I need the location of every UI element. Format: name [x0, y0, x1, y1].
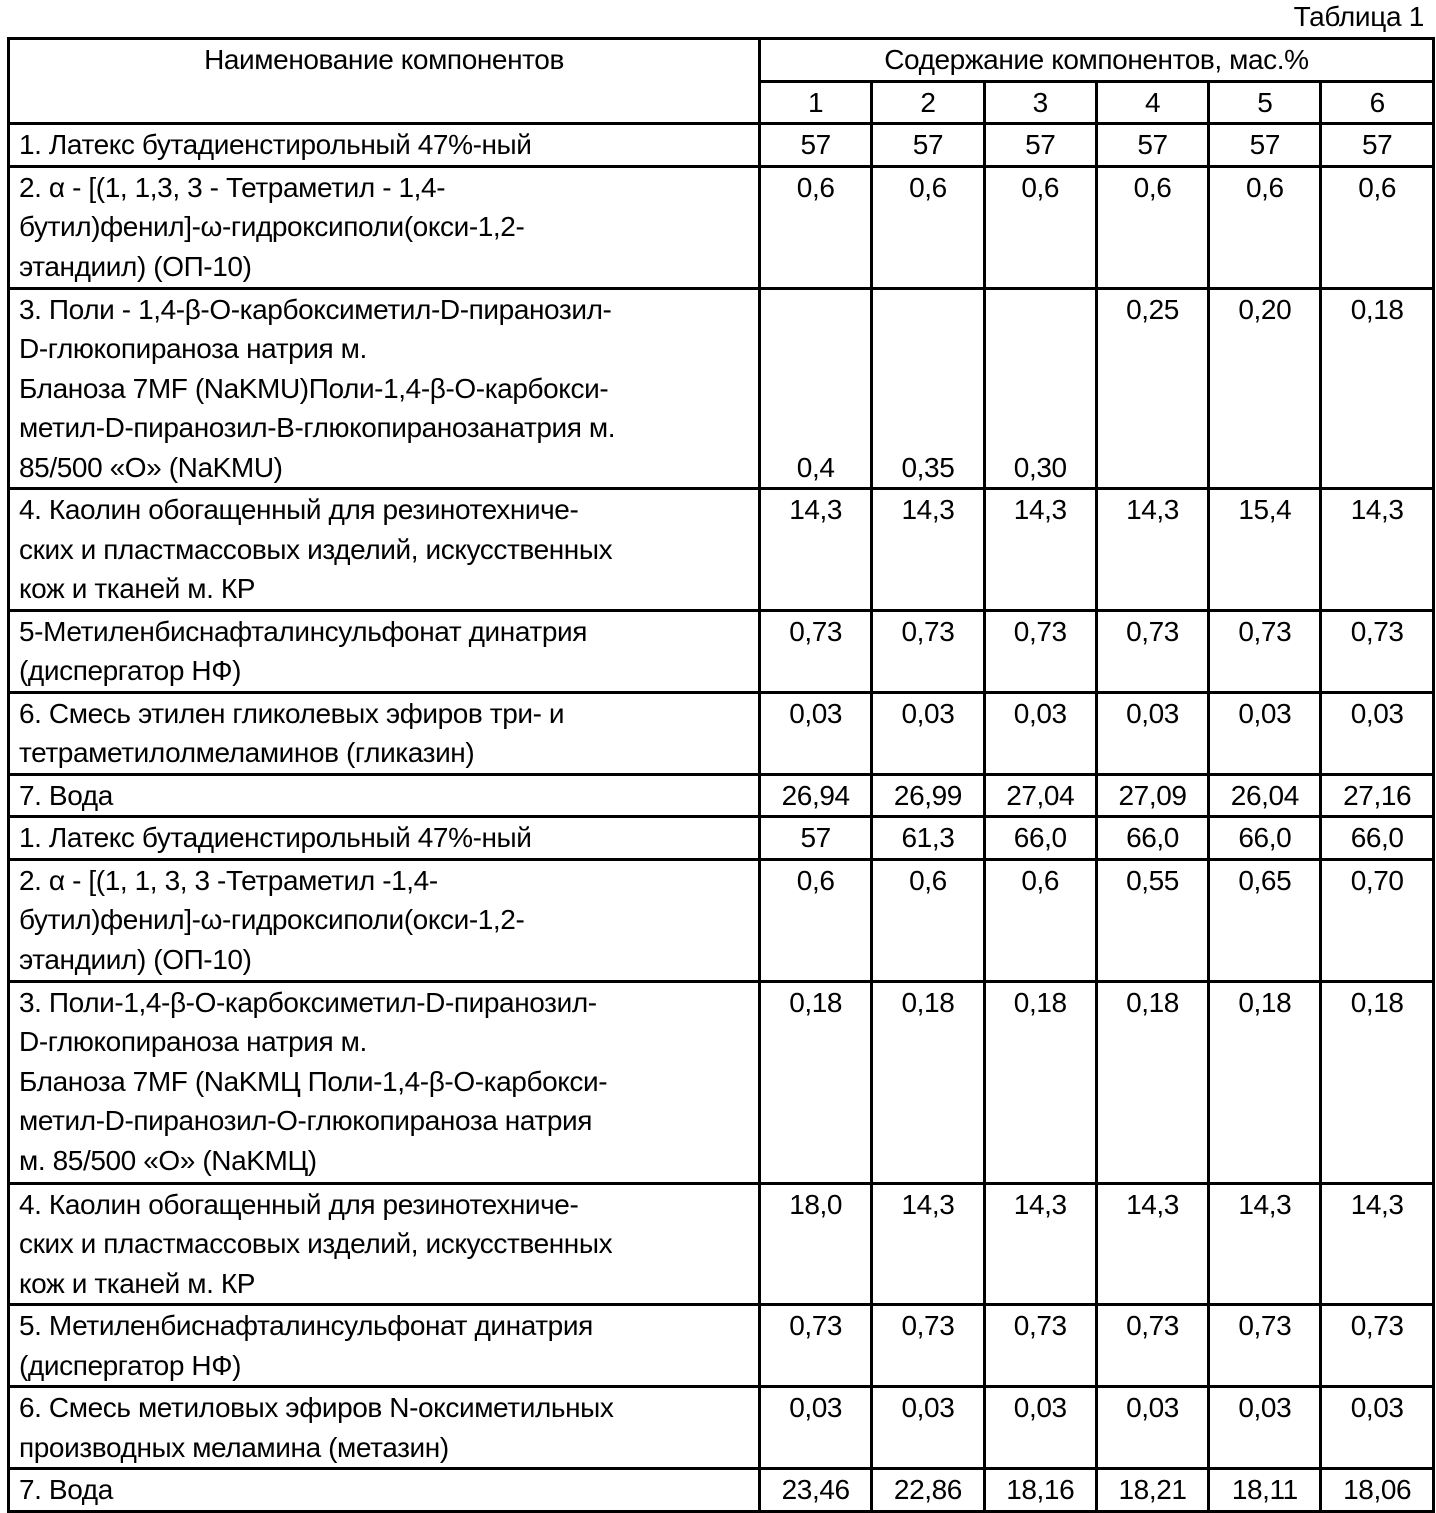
value-cell: 18,16: [984, 1469, 1096, 1512]
value-cell: 0,18: [760, 981, 872, 1183]
value-cell: 14,3: [984, 489, 1096, 611]
component-name-line: бутил)фенил]-ω-гидроксиполи(окси-1,2-: [19, 207, 758, 247]
value-cell: 14,3: [1321, 489, 1433, 611]
value-cell: 0,73: [1209, 610, 1321, 692]
header-column-number: 2: [872, 81, 984, 124]
value-cell: 0,6: [760, 166, 872, 288]
value-cell: 14,3: [984, 1183, 1096, 1305]
component-name-line: ских и пластмассовых изделий, искусственных: [19, 1224, 758, 1264]
value-cell: 66,0: [1321, 817, 1433, 860]
value-cell: 26,99: [872, 774, 984, 817]
table-row: [9, 124, 1434, 167]
component-name-line: Бланоза 7MF (NaKMЦ Поли-1,4-β-О-карбокси-: [19, 1062, 758, 1102]
value-cell: 0,73: [872, 610, 984, 692]
value-cell: 0,73: [760, 1305, 872, 1387]
component-name-line: 7. Вода: [19, 776, 758, 816]
value-cell: 0,03: [760, 1387, 872, 1469]
component-name-line: 6. Смесь этилен гликолевых эфиров три- и: [19, 694, 758, 734]
component-name-cell: [9, 774, 760, 817]
component-name-line: 5. Метиленбиснафталинсульфонат динатрия: [19, 1306, 758, 1346]
value-cell: 57: [760, 124, 872, 167]
component-name-line: м. 85/500 «О» (NaKMЦ): [19, 1141, 758, 1181]
value-cell: 0,25: [1096, 288, 1208, 489]
value-cell: 0,73: [1096, 610, 1208, 692]
value-cell: 0,73: [760, 610, 872, 692]
value-cell: 0,6: [984, 166, 1096, 288]
component-name-line: кож и тканей м. КР: [19, 1264, 758, 1304]
value-cell: 14,3: [760, 489, 872, 611]
value-cell: 0,03: [1209, 1387, 1321, 1469]
value-cell: 0,35: [872, 288, 984, 489]
value-cell: 0,73: [1096, 1305, 1208, 1387]
component-name-cell: [9, 692, 760, 774]
value-cell: 14,3: [1209, 1183, 1321, 1305]
table-row: [9, 1469, 1434, 1512]
table-row: [9, 610, 1434, 692]
value-cell: 0,70: [1321, 859, 1433, 981]
value-cell: 57: [984, 124, 1096, 167]
value-cell: 0,6: [1321, 166, 1433, 288]
value-cell: 0,03: [1321, 692, 1433, 774]
component-name-line: ских и пластмассовых изделий, искусственных: [19, 530, 758, 570]
component-name-cell: [9, 981, 760, 1183]
value-cell: 0,6: [984, 859, 1096, 981]
value-cell: 26,94: [760, 774, 872, 817]
value-cell: 0,6: [1209, 166, 1321, 288]
value-cell: 57: [760, 817, 872, 860]
value-cell: 0,03: [1209, 692, 1321, 774]
value-cell: 0,73: [984, 1305, 1096, 1387]
component-name-line: 3. Поли-1,4-β-О-карбоксиметил-D-пиранозил-: [19, 983, 758, 1023]
component-name-line: кож и тканей м. КР: [19, 569, 758, 609]
header-column-number: 3: [984, 81, 1096, 124]
value-cell: 57: [1321, 124, 1433, 167]
component-name-cell: [9, 610, 760, 692]
component-name-cell: [9, 124, 760, 167]
value-cell: 0,03: [872, 1387, 984, 1469]
component-name-cell: [9, 1305, 760, 1387]
value-cell: 18,0: [760, 1183, 872, 1305]
value-cell: 0,20: [1209, 288, 1321, 489]
value-cell: 0,6: [760, 859, 872, 981]
table-row: [9, 817, 1434, 860]
value-cell: 0,30: [984, 288, 1096, 489]
value-cell: 66,0: [1096, 817, 1208, 860]
table-row: [9, 288, 1434, 489]
component-name-line: D-глюкопираноза натрия м.: [19, 329, 758, 369]
value-cell: 23,46: [760, 1469, 872, 1512]
value-cell: 0,18: [1209, 981, 1321, 1183]
value-cell: 0,73: [1321, 1305, 1433, 1387]
value-cell: 57: [1096, 124, 1208, 167]
value-cell: 0,4: [760, 288, 872, 489]
component-name-line: 2. α - [(1, 1,3, 3 - Тетраметил - 1,4-: [19, 168, 758, 208]
component-name-line: (диспергатор НФ): [19, 1346, 758, 1386]
table-row: [9, 1305, 1434, 1387]
component-name-cell: [9, 166, 760, 288]
value-cell: 66,0: [1209, 817, 1321, 860]
component-name-cell: [9, 859, 760, 981]
value-cell: 0,65: [1209, 859, 1321, 981]
component-name-line: Бланоза 7MF (NaKMU)Поли-1,4-β-О-карбокси-: [19, 369, 758, 409]
value-cell: 27,09: [1096, 774, 1208, 817]
value-cell: 0,18: [872, 981, 984, 1183]
component-name-cell: [9, 1387, 760, 1469]
value-cell: 0,18: [1096, 981, 1208, 1183]
header-column-number: 4: [1096, 81, 1208, 124]
components-table: [7, 37, 1435, 1513]
value-cell: 57: [872, 124, 984, 167]
value-cell: 14,3: [1321, 1183, 1433, 1305]
value-cell: 0,18: [1321, 288, 1433, 489]
component-name-cell: [9, 1183, 760, 1305]
value-cell: 0,03: [1096, 1387, 1208, 1469]
component-name-line: 85/500 «О» (NaKMU): [19, 448, 758, 488]
component-name-line: 3. Поли - 1,4-β-О-карбоксиметил-D-пиранозил-: [19, 290, 758, 330]
component-name-line: (диспергатор НФ): [19, 651, 758, 691]
table-row: [9, 859, 1434, 981]
component-name-line: этандиил) (ОП-10): [19, 940, 758, 980]
value-cell: 18,11: [1209, 1469, 1321, 1512]
value-cell: 0,6: [872, 859, 984, 981]
component-name-line: 5-Метиленбиснафталинсульфонат динатрия: [19, 612, 758, 652]
value-cell: 0,03: [984, 692, 1096, 774]
value-cell: 0,03: [1096, 692, 1208, 774]
value-cell: 27,04: [984, 774, 1096, 817]
value-cell: 57: [1209, 124, 1321, 167]
value-cell: 18,06: [1321, 1469, 1433, 1512]
value-cell: 18,21: [1096, 1469, 1208, 1512]
header-content-column: Содержание компонентов, мас.%: [760, 39, 1434, 82]
header-column-number: 1: [760, 81, 872, 124]
table-row: [9, 692, 1434, 774]
value-cell: 0,03: [872, 692, 984, 774]
value-cell: 66,0: [984, 817, 1096, 860]
value-cell: 61,3: [872, 817, 984, 860]
value-cell: 14,3: [872, 1183, 984, 1305]
value-cell: 0,73: [1321, 610, 1433, 692]
value-cell: 0,03: [984, 1387, 1096, 1469]
value-cell: 0,03: [760, 692, 872, 774]
value-cell: 0,55: [1096, 859, 1208, 981]
component-name-line: метил-D-пиранозил-О-глюкопираноза натрия: [19, 1101, 758, 1141]
header-column-number: 6: [1321, 81, 1433, 124]
component-name-line: производных меламина (метазин): [19, 1428, 758, 1468]
component-name-cell: [9, 489, 760, 611]
table-row: [9, 1387, 1434, 1469]
component-name-cell: [9, 1469, 760, 1512]
value-cell: 0,03: [1321, 1387, 1433, 1469]
value-cell: 15,4: [1209, 489, 1321, 611]
header-name-column: Наименование компонентов: [9, 39, 760, 124]
component-name-line: 4. Каолин обогащенный для резинотехниче-: [19, 1185, 758, 1225]
component-name-cell: [9, 817, 760, 860]
component-name-line: тетраметилолмеламинов (гликазин): [19, 733, 758, 773]
component-name-line: 4. Каолин обогащенный для резинотехниче-: [19, 490, 758, 530]
value-cell: 0,73: [984, 610, 1096, 692]
value-cell: 14,3: [1096, 1183, 1208, 1305]
value-cell: 0,73: [872, 1305, 984, 1387]
component-name-line: D-глюкопираноза натрия м.: [19, 1022, 758, 1062]
component-name-line: 7. Вода: [19, 1470, 758, 1510]
value-cell: 0,18: [984, 981, 1096, 1183]
component-name-line: этандиил) (ОП-10): [19, 247, 758, 287]
value-cell: 14,3: [872, 489, 984, 611]
component-name-line: 2. α - [(1, 1, 3, 3 -Тетраметил -1,4-: [19, 861, 758, 901]
component-name-line: бутил)фенил]-ω-гидроксиполи(окси-1,2-: [19, 900, 758, 940]
value-cell: 22,86: [872, 1469, 984, 1512]
table-row: [9, 774, 1434, 817]
table-caption: Таблица 1: [1294, 0, 1424, 34]
value-cell: 26,04: [1209, 774, 1321, 817]
value-cell: 14,3: [1096, 489, 1208, 611]
component-name-cell: [9, 288, 760, 489]
value-cell: 0,18: [1321, 981, 1433, 1183]
table-row: [9, 166, 1434, 288]
table-row: [9, 1183, 1434, 1305]
component-name-line: 6. Смесь метиловых эфиров N-оксиметильных: [19, 1388, 758, 1428]
value-cell: 0,6: [1096, 166, 1208, 288]
table-row: [9, 489, 1434, 611]
component-name-line: 1. Латекс бутадиенстирольный 47%-ный: [19, 818, 758, 858]
table-row: [9, 981, 1434, 1183]
component-name-line: 1. Латекс бутадиенстирольный 47%-ный: [19, 125, 758, 165]
component-name-line: метил-D-пиранозил-В-глюкопиранозанатрия м.: [19, 408, 758, 448]
value-cell: 0,6: [872, 166, 984, 288]
value-cell: 0,73: [1209, 1305, 1321, 1387]
header-column-number: 5: [1209, 81, 1321, 124]
value-cell: 27,16: [1321, 774, 1433, 817]
